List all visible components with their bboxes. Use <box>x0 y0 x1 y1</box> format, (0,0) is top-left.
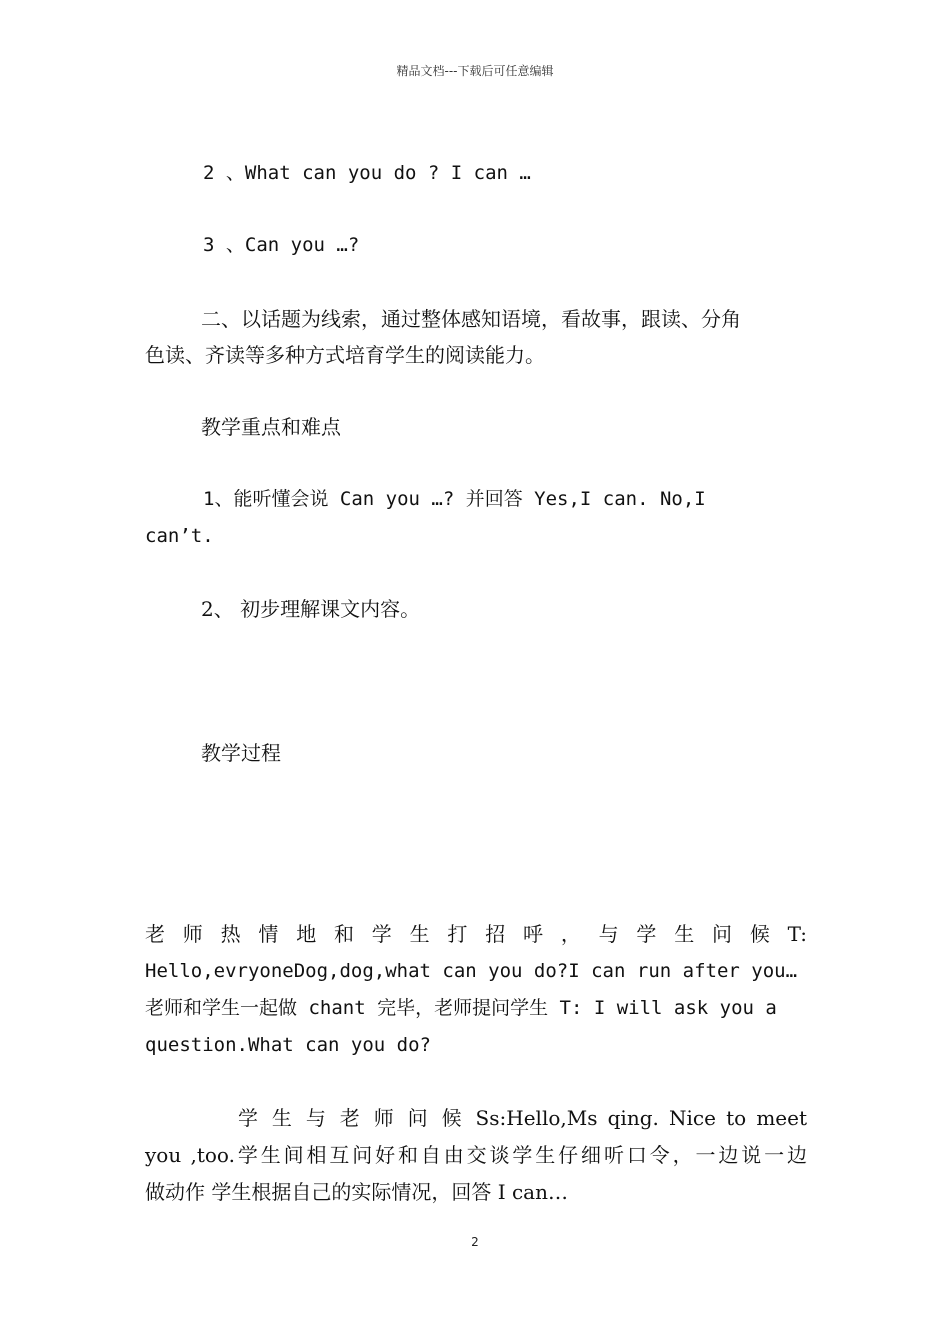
list-item-3: 3 、Can you …? <box>203 234 360 256</box>
key-points-heading: 教学重点和难点 <box>201 415 341 439</box>
key-point-1-line-2: can’t. <box>145 525 214 547</box>
student-line-2: you ,too.学生间相互问好和自由交谈学生仔细听口令，一边说一边 <box>145 1143 807 1167</box>
document-header: 精品文档---下载后可任意编辑 <box>396 64 554 78</box>
student-line-1: 学 生 与 老 师 问 候 Ss:Hello,Ms qing. Nice to meet <box>238 1106 807 1130</box>
page-number: 2 <box>471 1235 479 1249</box>
teacher-line-3: 老师和学生一起做 chant 完毕，老师提问学生 T: I will ask you a <box>145 997 777 1019</box>
student-line-3: 做动作 学生根据自己的实际情况，回答 I can… <box>145 1180 568 1204</box>
key-point-2: 2、 初步理解课文内容。 <box>201 597 421 621</box>
section-two-line-2: 色读、齐读等多种方式培育学生的阅读能力。 <box>145 343 545 367</box>
teacher-line-4: question.What can you do? <box>145 1034 431 1056</box>
section-two-line-1: 二、以话题为线索，通过整体感知语境，看故事，跟读、分角 <box>201 307 741 331</box>
process-heading: 教学过程 <box>201 741 281 765</box>
key-point-1-line-1: 1、能听懂会说 Can you …? 并回答 Yes,I can. No,I <box>203 488 706 510</box>
teacher-line-1: 老 师 热 情 地 和 学 生 打 招 呼 ， 与 学 生 问 候 T: <box>145 922 807 946</box>
teacher-line-2: Hello,evryoneDog,dog,what can you do?I can run after you… <box>145 960 798 982</box>
list-item-2: 2 、What can you do ? I can … <box>203 162 531 184</box>
